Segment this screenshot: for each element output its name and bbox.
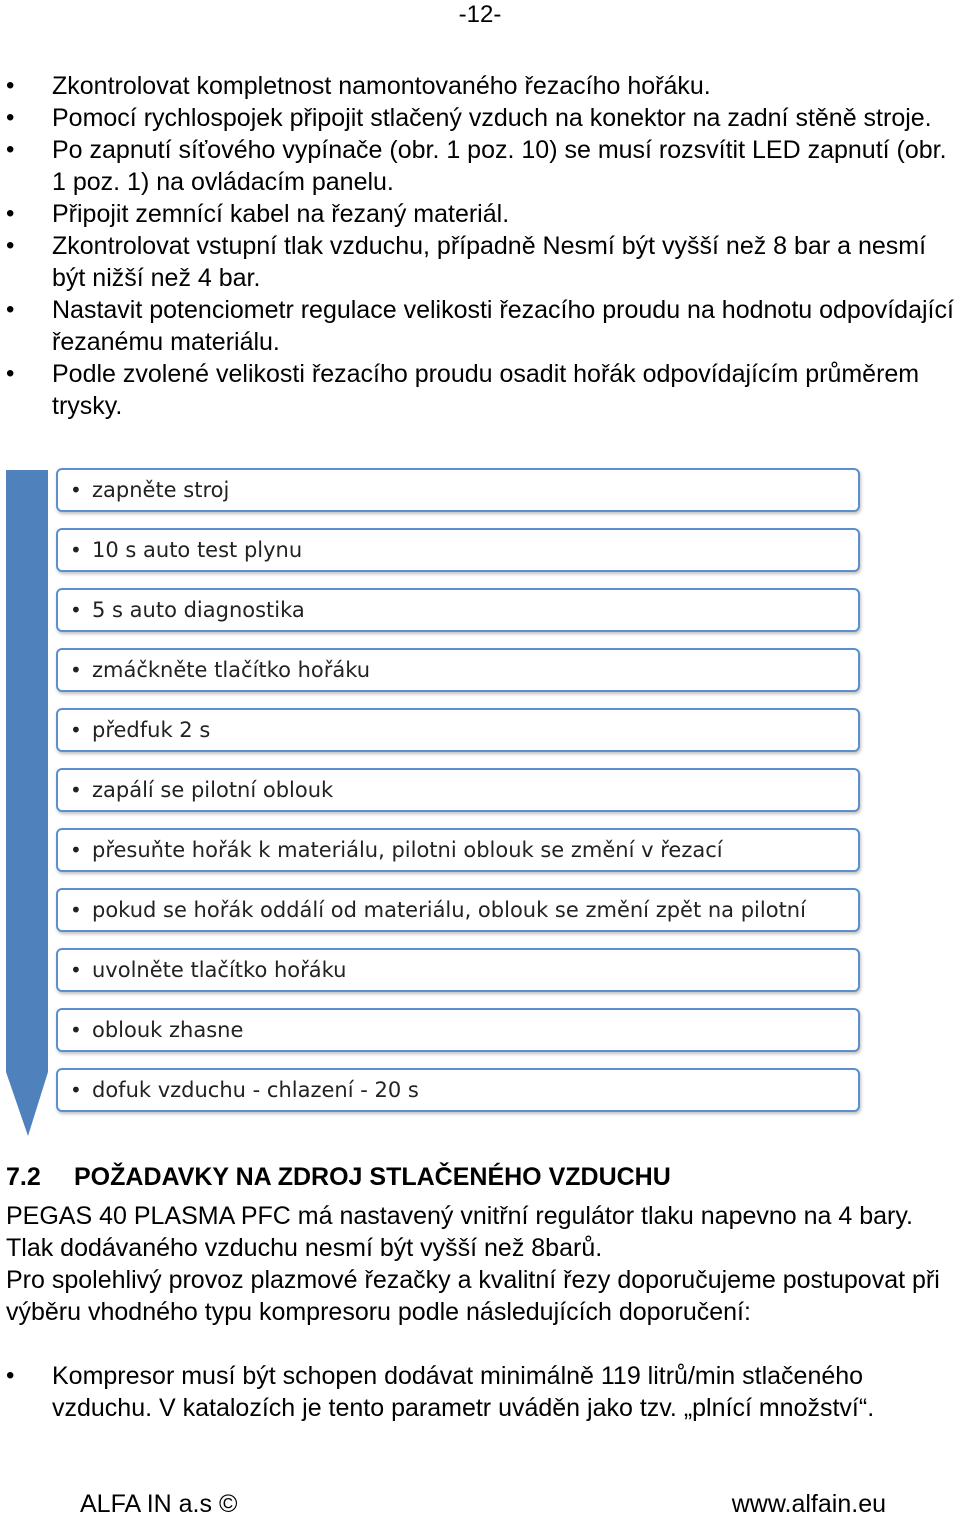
list-item: • Připojit zemnící kabel na řezaný materiál. [0,198,960,230]
chevron-arrow-icon [0,462,60,1142]
process-step: • oblouk zhasne [56,1008,860,1052]
process-step: • pokud se hořák oddálí od materiálu, oblouk se změní zpět na pilotní [56,888,860,932]
footer-company: ALFA IN a.s © [80,1490,238,1518]
section-title: POŽADAVKY NA ZDROJ STLAČENÉHO VZDUCHU [74,1163,671,1191]
section-number: 7.2 [6,1163,41,1191]
process-step-list [56,468,860,1128]
intro-bullet-list [0,70,960,422]
list-item: • Zkontrolovat vstupní tlak vzduchu, případně Nesmí být vyšší než 8 bar a nesmí být nižší než 4 bar. [0,230,960,294]
process-step: • zmáčkněte tlačítko hořáku [56,648,860,692]
list-item: • Kompresor musí být schopen dodávat minimálně 119 litrů/min stlačeného vzduchu. V katalozích je tento parametr uváděn jako tzv. „plnící množství“. [0,1360,960,1424]
process-step: • dofuk vzduchu - chlazení - 20 s [56,1068,860,1112]
paragraph: Pro spolehlivý provoz plazmové řezačky a kvalitní řezy doporučujeme postupovat při výběru vhodného typu kompresoru podle následujících doporučení: [6,1266,940,1326]
process-step: • předfuk 2 s [56,708,860,752]
process-step: • uvolněte tlačítko hořáku [56,948,860,992]
process-step: • zapálí se pilotní oblouk [56,768,860,812]
process-step: • 10 s auto test plynu [56,528,860,572]
list-item: • Zkontrolovat kompletnost namontovaného řezacího hořáku. [0,70,960,102]
section-heading [6,1160,671,1194]
process-flow-diagram [0,462,870,1142]
compressor-bullet-list [0,1360,960,1424]
process-step: • zapněte stroj [56,468,860,512]
list-item: • Nastavit potenciometr regulace velikosti řezacího proudu na hodnotu odpovídající řezanému materiálu. [0,294,960,358]
paragraph: PEGAS 40 PLASMA PFC má nastavený vnitřní regulátor tlaku napevno na 4 bary. Tlak dodávaného vzduchu nesmí být vyšší než 8barů. [6,1202,913,1262]
footer-website: www.alfain.eu [731,1490,886,1518]
process-step: • 5 s auto diagnostika [56,588,860,632]
list-item: • Pomocí rychlospojek připojit stlačený vzduch na konektor na zadní stěně stroje. [0,102,960,134]
process-step: • přesuňte hořák k materiálu, pilotni oblouk se změní v řezací [56,828,860,872]
list-item: • Po zapnutí síťového vypínače (obr. 1 poz. 10) se musí rozsvítit LED zapnutí (obr. 1 poz. 1) na ovládacím panelu. [0,134,960,198]
page-number: -12- [458,1,502,28]
list-item: • Podle zvolené velikosti řezacího proudu osadit hořák odpovídajícím průměrem trysky. [0,358,960,422]
